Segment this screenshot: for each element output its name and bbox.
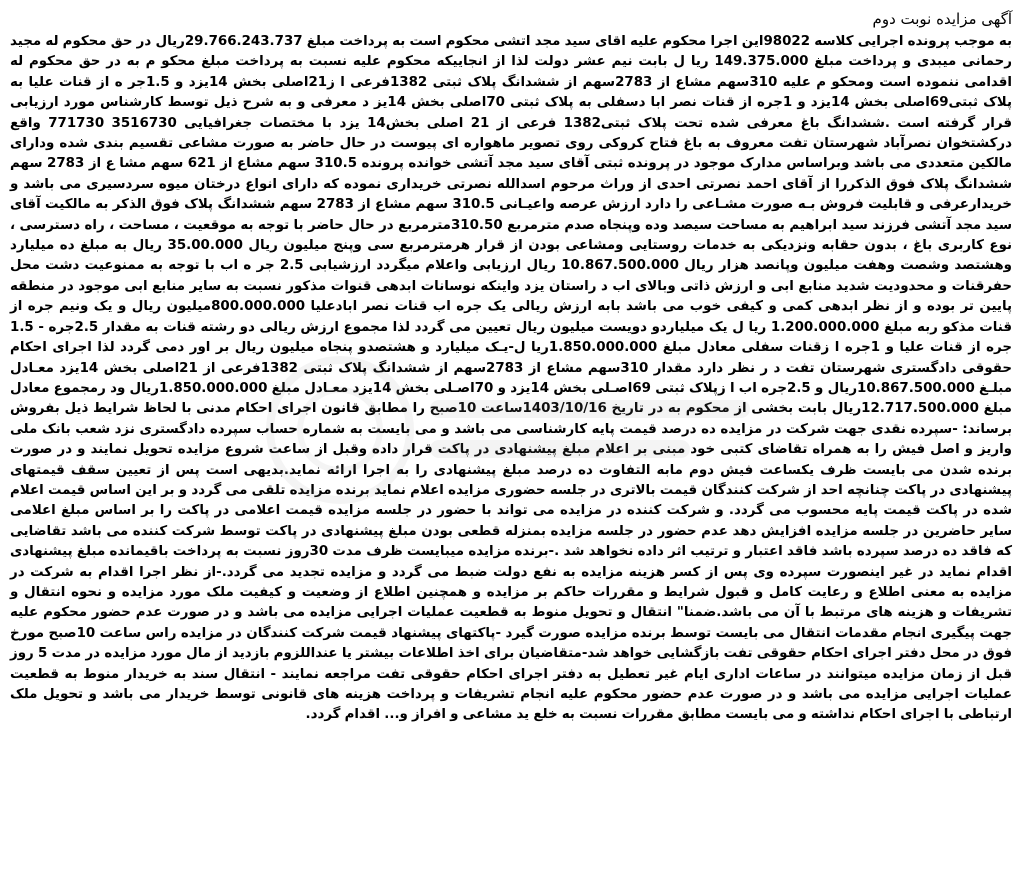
notice-body: به موجب پرونده اجرایی کلاسه 98022این اجرا محکوم علیه اقای سید مجد اتشی محکوم است به پرداخت مبلغ 29.766.243.737ریال در حق محکوم له مجید رحمانی میبدی و پرداخت مبلغ 149.375.000 ریا ل بابت نیم عشر دولت لذا از انجاییکه محکوم علیه نسبت به پرداخت مبلغ محکو م به در حق محکوم له اقدامی ننموده است ومحکو م علیه 310سهم مشاع از 2783سهم از ششدانگ پلاک ثبتی 1382فرعی ا ز21اصلی بخش 14یزد و 1.5جر ه از قنات علیا به پلاک ثبتی69اصلی بخش 14یزد و 1جره از قنات نصر ابا دسفلی به پلاک ثبتی 70اصلی بخش 14یز د معرفی و به شرح ذیل توسط کارشناس مورد ارزیابی قرار گرفته است .ششدانگ باغ معرفی شده تحت پلاک ثبتی1382 فرعی از 21 اصلی بخش14 یزد با مختصات جغرافیایی 3516730 771730 واقع درکشتخوان نصرآباد شهرستان تفت معروف به باغ فتاح کروکی روی تصویر ماهواره ای پیوست در حال حاضر به صورت مشاعی تقسیم بندی شده ودارای مالکین متعددی می باشد وبراساس مدارک موجود در پرونده ثبتی آقای سید مجد آتشی خوانده پرونده 310.5 سهم مشاع از 621 سهم مشا ع از 2783 سهم ششدانگ پلاک فوق الذکررا از آقای احمد نصرتی احدی از وراث مرحوم اسدالله نصرتی خریداری نموده که دارای انواع درختان میوه سردسیری می باشد و خریدارعرفی و قابلیت فروش بـه صورت مشـاعی را دارد ارزش عرصه واعیـانی 310.5 سهم مشاع از 2783 سهم ششدانگ پلاک فوق الذکر به مالکیت آقای سید مجد آتشی فرزند سید ابراهیم به مساحت سیصد وده وپنجاه صدم مترمربع 310.50مترمربع در حال حاضر با توجه به موقعیت ، مساحت ، راه دسترسی ، نوع کاربری باغ ، بدون حقابه ونزدیکی به خدمات روستایی ومشاعی بودن از قرار هرمترمربع سی وپنج میلیون ریال 35.00.000 ریال به مبلغ ده میلیارد وهشتصد وشصت وهفت میلیون وپانصد هزار ریال 10.867.500.000 ریال ارزیابی واعلام میگردد ارزشیابی 2.5 جر ه اب با توجه به ممنوعیت دشت محل حفرقنات و محدودیت شدید منابع ابی و ارزش ذاتی وبالای اب د راستان یزد واینکه نوسانات ابدهی قنوات مذکور نسبت به سایر منابع ابی موجود در منطقه پایین تر بوده و از نظر ابدهی کمی و کیفی خوب می باشد بابه ارزش ریالی یک جره اب قنات نصر ابادعلیا 800.000.000میلیون ریال و یک ونیم جره از قنات مذکو ربه مبلغ 1.200.000.000 ریا ل یک میلیاردو دویست میلیون ریال تعیین می گردد لذا مجموع ارزش ریالی دو رشته قنات به مقدار 2.5جره - 1.5 جره از قنات علیا و 1جره ا زقنات سفلی معادل مبلغ 1.850.000.000ریا ل-یـک میلیارد و هشتصدو پنجاه میلیون ریال بر اور دمی گردد لذا اجرای احکام حقوقی دادگستری شهرستان تفت د ر نظر دارد مقدار 310سهم مشاع از 2783سهم از ششدانگ پلاک ثبتی 1382فرعی از 21اصلی بخش 14یزد معـادل مبلـغ 10.867.500.000ریال و 2.5جره اب ا زپلاک ثبتی 69اصـلی بخش 14یزد و 70اصـلی بخش 14یزد معـادل مبلغ 1.850.000.000ریال ود رمجموع معادل مبلغ 12.717.500.000ریال بابت بخشی از محکوم به در تاریخ 1403/10/16ساعت 10صبح را مطابق قانون اجرای احکام مدنی با لحاظ شرایط ذیل بفروش برساند: -سپرده نقدی جهت شرکت در مزایده ده درصد قیمت پایه کارشناسی می باشد و می بایست به شماره حساب سپرده دادگستری نزد شعب بانک ملی واریز و اصل فیش را به همراه تقاضای کتبی خود مبنی بر اعلام مبلغ پیشنهادی در پاکت قرار داده وقبل از ساعت شروع مزایده تحویل نمایند و در صورت برنده شدن می بایست ظرف یکساعت فیش دوم مابه التفاوت ده درصد مبلغ پیشنهادی را به اجرا ارائه نماید.بدیهی است پس از تعیین سقف قیمتهای پیشنهادی در پاکت چنانچه احد از شرکت کنندگان قیمت بالاتری در جلسه حضوری مزایده اعلام نماید برنده مزایده تلقی می گردد و بر این اساس قیمت اعلام شده در پاکت قیمت پایه محسوب می گردد. و شرکت کننده در مزایده می تواند با حضور در جلسه مزایده قیمت اعلامی در پاکت را بر اساس مبلغ اعلامی سایر حاضرین در جلسه مزایده افزایش دهد عدم حضور در جلسه مزایده بمنزله قطعی بودن مبلغ پیشنهادی در پاکت توسط شرکت کننده می باشد تقاضایی که فاقد ده درصد سپرده باشد فاقد اعتبار و ترتیب اثر داده نخواهد شد .-برنده مزایده میبایست ظرف مدت 30روز نسبت به پرداخت باقیمانده مبلغ پیشنهادی اقدام نماید در غیر اینصورت سپرده وی پس از کسر هزینه مزایده به نفع دولت ضبط می گردد و مزایده تجدید می گردد.-از نظر اجرا اقدام به شرکت در مزایده به معنی اطلاع و رعایت کامل و قبول شرایط و مقررات حاکم بر مزایده و همچنین اطلاع از وضعیت و کیفیت ملک مورد مزایده و نحوه انتقال و تشریفات و هزینه های مرتبط با آن می باشد.ضمنا" انتقال و تحویل منوط به قطعیت عملیات اجرایی مزایده می باشد و در صورت عدم حضور محکوم علیه جهت پیگیری انجام مقدمات انتقال می بایست توسط برنده مزایده صورت گیرد -پاکتهای پیشنهاد قیمت شرکت کنندگان در مزایده راس ساعت 10صبح مورخ فوق در محل دفتر اجرای احکام حقوقی تفت بازگشایی خواهد شد-متقاضیان برای اخذ اطلاعات بیشتر یا عنداللزوم بازدید از مال مورد مزایده در مدت 5 روز قبل از زمان مزایده میتوانند در ساعات اداری ایام غیر تعطیل به دفتر اجرای احکام حقوقی تفت مراجعه نمایند - انتقال سند به خریدار منوط به قطعیت عملیات اجرایی مزایده می باشد و در صورت عدم حضور محکوم علیه انجام تشریفات و پرداخت هزینه های قانونی توسط خریدار می باشد و تحویل ملک ارتباطی با اجرای احکام نداشته و می بایست مطابق مقررات نسبت به خلع ید مشاعی و افراز و... اقدام گردد. [10, 34, 1013, 723]
notice-title: آگهی مزایده نوبت دوم [872, 10, 1012, 28]
